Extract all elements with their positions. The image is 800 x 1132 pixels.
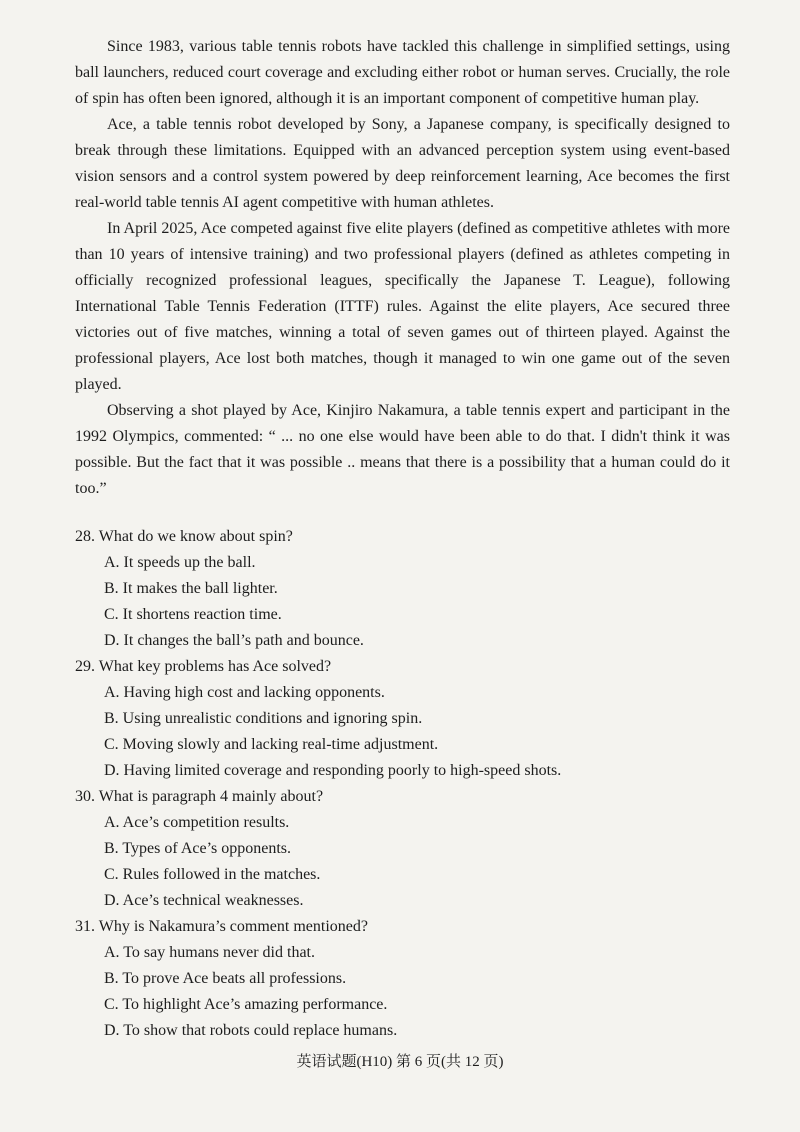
option-c: C. To highlight Ace’s amazing performance. (104, 996, 388, 1013)
question-28 (75, 524, 730, 654)
question-30 (75, 784, 730, 914)
question-stem: 30. What is paragraph 4 mainly about? (75, 788, 324, 805)
passage-paragraph-1: Since 1983, various table tennis robots have tackled this challenge in simplified settings, using ball launchers, reduced court coverage and excluding either robot or human serves. Crucially, the role of spin has often been ignored, although it is an important component of competitive human play. (75, 38, 730, 107)
option-b: B. It makes the ball lighter. (104, 580, 278, 597)
option-b: B. To prove Ace beats all professions. (104, 970, 347, 987)
option-a: A. Ace’s competition results. (104, 814, 290, 831)
option-d: D. It changes the ball’s path and bounce. (104, 632, 364, 649)
option-d: D. Having limited coverage and responding poorly to high-speed shots. (104, 762, 562, 779)
question-stem: 29. What key problems has Ace solved? (75, 658, 332, 675)
option-b: B. Types of Ace’s opponents. (104, 840, 292, 857)
reading-passage (75, 34, 730, 502)
option-a: A. To say humans never did that. (104, 944, 315, 961)
question-stem: 28. What do we know about spin? (75, 528, 293, 545)
passage-paragraph-2: Ace, a table tennis robot developed by Sony, a Japanese company, is specifically designed to break through these limitations. Equipped with an advanced perception system using event-based vision sensors and a control system powered by deep reinforcement learning, Ace becomes the first real-world table tennis AI agent competitive with human athletes. (75, 116, 730, 211)
question-31 (75, 914, 730, 1044)
option-a: A. It speeds up the ball. (104, 554, 256, 571)
option-d: D. To show that robots could replace humans. (104, 1022, 398, 1039)
option-c: C. It shortens reaction time. (104, 606, 282, 623)
question-29 (75, 654, 730, 784)
page-footer: 英语试题(H10) 第 6 页(共 12 页) (296, 1054, 504, 1070)
question-stem: 31. Why is Nakamura’s comment mentioned? (75, 918, 368, 935)
option-a: A. Having high cost and lacking opponents. (104, 684, 385, 701)
passage-paragraph-3: In April 2025, Ace competed against five elite players (defined as competitive athletes with more than 10 years of intensive training) and two professional players (defined as athletes competing in officially recognized professional leagues, specifically the Japanese T. League), following International Table Tennis Federation (ITTF) rules. Against the elite players, Ace secured three victories out of five matches, winning a total of seven games out of thirteen played. Against the professional players, Ace lost both matches, though it managed to win one game out of the seven played. (75, 220, 730, 393)
option-c: C. Moving slowly and lacking real-time adjustment. (104, 736, 439, 753)
passage-paragraph-4: Observing a shot played by Ace, Kinjiro Nakamura, a table tennis expert and participant in the 1992 Olympics, commented: “ ... no one else would have been able to do that. I didn't think it was possible. But the fact that it was possible .. means that there is a possibility that a human could do it too.” (75, 402, 730, 497)
option-b: B. Using unrealistic conditions and ignoring spin. (104, 710, 423, 727)
question-list (75, 524, 730, 1044)
option-c: C. Rules followed in the matches. (104, 866, 321, 883)
option-d: D. Ace’s technical weaknesses. (104, 892, 304, 909)
